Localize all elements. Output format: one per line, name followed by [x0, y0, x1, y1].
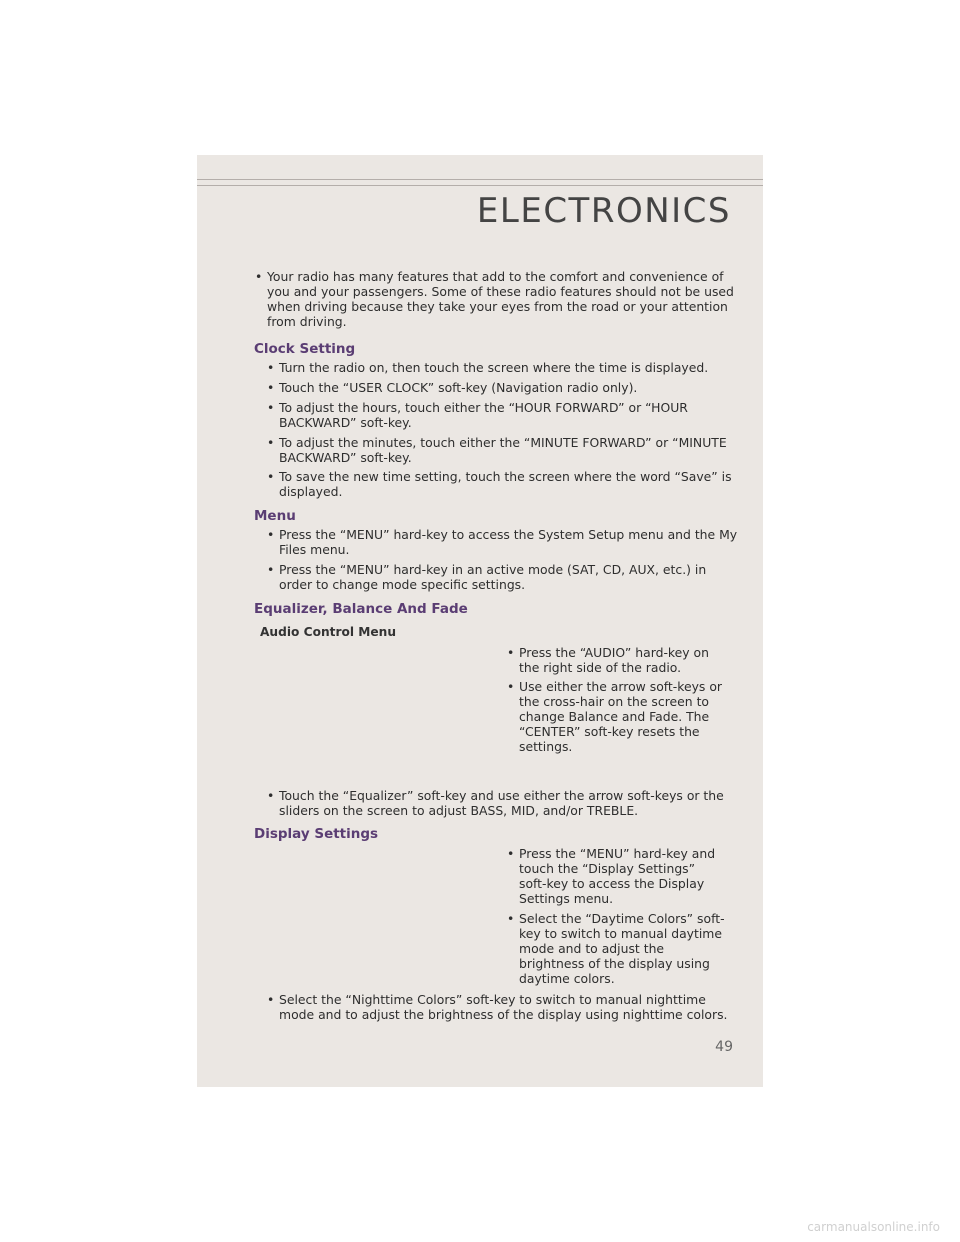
equalizer-item: • Touch the “Equalizer” soft-key and use either the arrow soft-keys or the sliders on the screen to adjust BASS, MID, and/or TREBLE. [279, 788, 734, 818]
display-side-item-1: • Press the “MENU” hard-key and touch the “Display Settings” soft-key to access the Display Settings menu. [519, 846, 724, 906]
page-number: 49 [715, 1039, 733, 1055]
display-item: • Select the “Nighttime Colors” soft-key to switch to manual nighttime mode and to adjust the brightness of the display using nighttime colors. [279, 992, 741, 1022]
clock-item-1: • Turn the radio on, then touch the screen where the time is displayed. [279, 360, 739, 375]
intro-bullet: • Your radio has many features that add to the comfort and convenience of you and your passengers. Some of these radio features should not be used when driving because they take your eyes from the road or your attention from driving. [267, 269, 739, 329]
menu-item-2: • Press the “MENU” hard-key in an active mode (SAT, CD, AUX, etc.) in order to change mode specific settings. [279, 562, 724, 592]
watermark-text: carmanualsonline.info [807, 1220, 940, 1234]
section-title: ELECTRONICS [476, 191, 731, 231]
equalizer-heading: Equalizer, Balance And Fade [254, 601, 468, 617]
manual-page [197, 155, 763, 1087]
equalizer-side-item-2: • Use either the arrow soft-keys or the cross-hair on the screen to change Balance and Fade. The “CENTER” soft-key resets the settings. [519, 679, 731, 754]
menu-item-1: • Press the “MENU” hard-key to access the System Setup menu and the My Files menu. [279, 527, 741, 557]
menu-heading: Menu [254, 508, 296, 524]
clock-item-2: • Touch the “USER CLOCK” soft-key (Navigation radio only). [279, 380, 739, 395]
clock-item-3: • To adjust the hours, touch either the “HOUR FORWARD” or “HOUR BACKWARD” soft-key. [279, 400, 724, 430]
audio-control-menu-label: Audio Control Menu [260, 625, 396, 639]
header-rule-top [197, 179, 763, 180]
header-rule-bottom [197, 185, 763, 186]
display-side-item-2: • Select the “Daytime Colors” soft-key to switch to manual daytime mode and to adjust the brightness of the display using daytime colors. [519, 911, 726, 986]
display-settings-heading: Display Settings [254, 826, 379, 842]
equalizer-side-item-1: • Press the “AUDIO” hard-key on the right side of the radio. [519, 645, 731, 675]
clock-setting-heading: Clock Setting [254, 341, 356, 357]
clock-item-5: • To save the new time setting, touch the screen where the word “Save” is displayed. [279, 469, 734, 499]
clock-item-4: • To adjust the minutes, touch either the “MINUTE FORWARD” or “MINUTE BACKWARD” soft-key. [279, 435, 739, 465]
